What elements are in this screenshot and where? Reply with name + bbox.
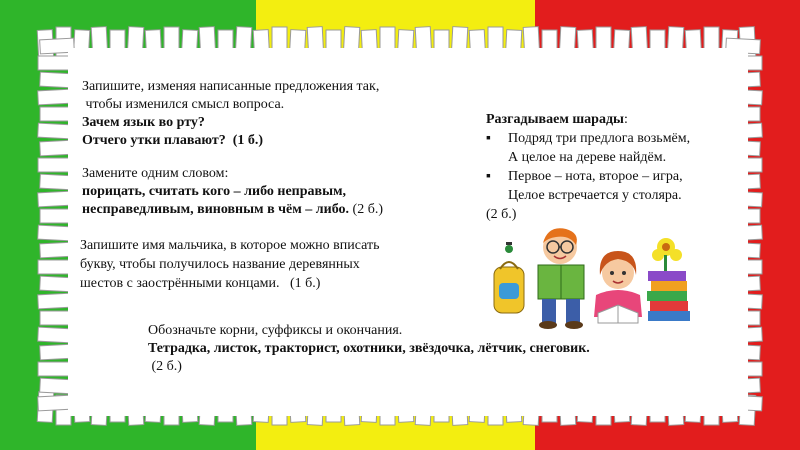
task-boy-name	[80, 236, 420, 293]
riddles-title-row	[486, 110, 746, 129]
task3-line3: шестов с заострёнными концами. (1 б.)	[80, 276, 321, 291]
fence-plank	[38, 56, 72, 70]
bullet-icon: ▪	[486, 169, 491, 184]
children-reading-illustration	[490, 225, 695, 335]
task3-line1: Запишите имя мальчика, в которое можно вписать	[80, 238, 380, 253]
riddle-1-line2: А целое на дереве найдём.	[508, 150, 667, 165]
backpack-icon	[494, 242, 524, 313]
girl-reading-icon	[594, 251, 642, 323]
task-replace-with-word	[82, 165, 482, 219]
task2-phrase-line1: порицать, считать кого – либо неправым,	[82, 184, 347, 199]
riddle-1-line1: Подряд три предлога возьмём,	[508, 131, 691, 146]
riddles-block	[486, 110, 746, 224]
task1-question2: Отчего утки плавают? (1 б.)	[82, 133, 264, 148]
riddle-2	[486, 167, 746, 186]
riddle-2-line1: Первое – нота, второе – игра,	[508, 169, 683, 184]
fence-plank	[38, 158, 72, 172]
task3-line2: букву, чтобы получилось название деревянных	[80, 257, 360, 272]
task1-instruction-line1: Запишите, изменяя написанные предложения так,	[82, 79, 380, 94]
task2-instruction: Замените одним словом:	[82, 166, 229, 181]
riddles-title-colon: :	[623, 112, 628, 127]
boy-reading-icon	[538, 228, 584, 329]
task4-words: Тетрадка, листок, тракторист, охотники, звёздочка, лётчик, снеговик.	[148, 341, 590, 356]
task2-phrase-line2-text: несправедливым, виновным в чём – либо.	[82, 202, 350, 217]
task1-question1: Зачем язык во рту?	[82, 115, 205, 130]
riddles-title: Разгадываем шарады	[486, 112, 624, 127]
riddle-2-line2: Целое встречается у столяра.	[508, 188, 682, 203]
fence-plank	[38, 362, 72, 376]
book-stack-icon	[647, 238, 690, 321]
task-rewrite-sentences	[82, 78, 462, 150]
task1-instruction-line2: чтобы изменился смысл вопроса.	[82, 97, 285, 112]
bullet-icon: ▪	[486, 131, 491, 146]
fence-plank	[38, 260, 72, 274]
task2-points: (2 б.)	[349, 202, 383, 217]
riddle-1	[486, 129, 746, 148]
riddles-points: (2 б.)	[486, 207, 517, 222]
task4-instruction: Обозначьте корни, суффиксы и окончания.	[148, 323, 403, 338]
task4-points: (2 б.)	[148, 359, 182, 374]
task2-phrase-line2	[82, 201, 482, 219]
